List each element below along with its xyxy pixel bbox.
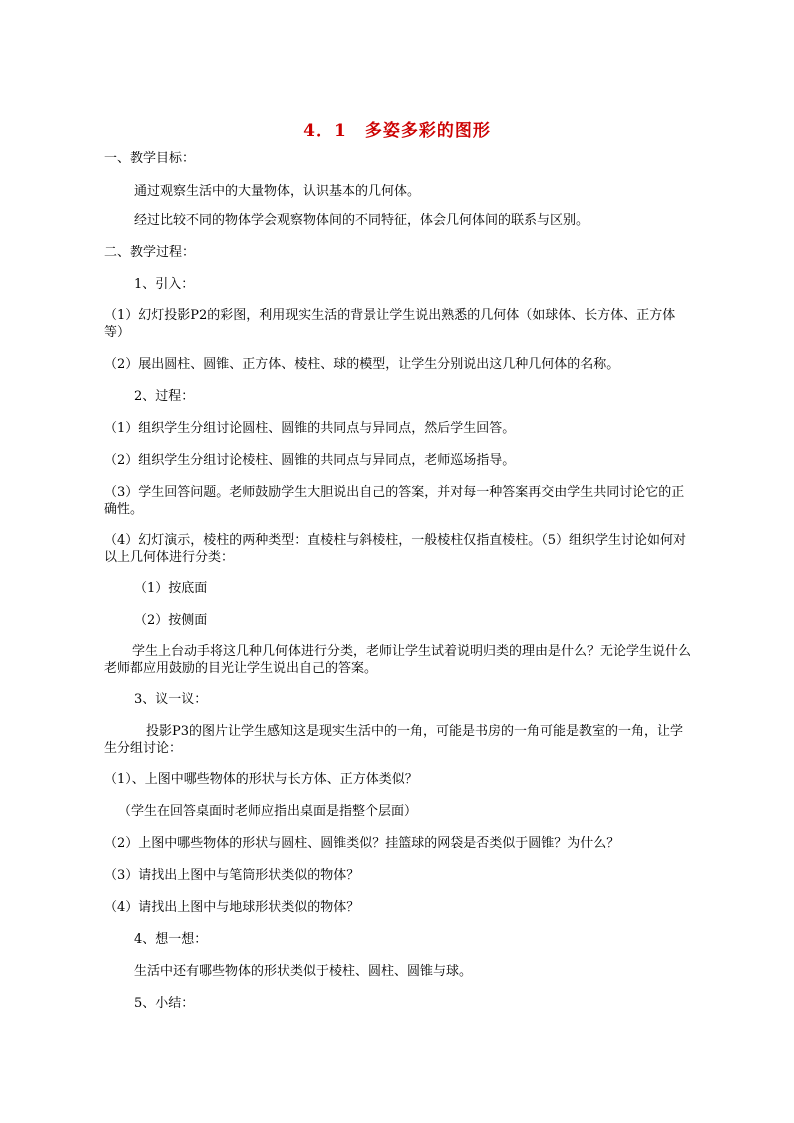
paragraph: 经过比较不同的物体学会观察物体间的不同特征，体会几何体间的联系与区别。	[134, 213, 590, 228]
list-item: （3）请找出上图中与笔筒形状类似的物体？	[104, 868, 360, 883]
paragraph: 学生上台动手将这几种几何体进行分类，老师让学生试着说明归类的理由是什么？无论学生说什么老师都应用鼓励的目光让学生说出自己的答案。	[104, 644, 692, 676]
list-item: （2）上图中哪些物体的形状与圆柱、圆锥类似？挂篮球的网袋是否类似于圆锥？为什么？	[104, 836, 620, 851]
paragraph: 通过观察生活中的大量物体，认识基本的几何体。	[134, 184, 421, 199]
subheading: 2、过程：	[134, 389, 195, 404]
paragraph: （学生在回答桌面时老师应指出桌面是指整个层面）	[118, 804, 418, 819]
section-heading-process: 二、教学过程：	[104, 245, 196, 260]
subheading: 5、小结：	[134, 996, 195, 1011]
paragraph: （2）组织学生分组讨论棱柱、圆锥的共同点与异同点，老师巡场指导。	[104, 453, 516, 468]
list-item: （4）请找出上图中与地球形状类似的物体？	[104, 900, 360, 915]
paragraph: （3）学生回答问题。老师鼓励学生大胆说出自己的答案，并对每一种答案再交由学生共同讨论它的正确性。	[104, 485, 685, 517]
paragraph: （4）幻灯演示，棱柱的两种类型：直棱柱与斜棱柱，一般棱柱仅指直棱柱。（5）组织学生讨论如何对以上几何体进行分类：	[104, 533, 687, 565]
document-title: 4．1 多姿多彩的图形	[303, 121, 491, 141]
paragraph: 投影P3的图片让学生感知这是现实生活中的一角，可能是书房的一角可能是教室的一角，让学生分组讨论：	[104, 724, 684, 756]
subheading: 3、议一议：	[134, 692, 208, 707]
paragraph: （2）展出圆柱、圆锥、正方体、棱柱、球的模型，让学生分别说出这几种几何体的名称。	[104, 357, 620, 372]
subheading: 4、想一想：	[134, 932, 208, 947]
paragraph: （1）幻灯投影P2的彩图，利用现实生活的背景让学生说出熟悉的几何体（如球体、长方体、正方体等）	[104, 308, 676, 340]
list-item: （1）、上图中哪些物体的形状与长方体、正方体类似？	[104, 772, 418, 787]
subheading: 1、引入：	[134, 277, 195, 292]
list-item: （1）按底面	[134, 581, 208, 596]
section-heading-objectives: 一、教学目标：	[104, 151, 196, 166]
list-item: （2）按侧面	[134, 613, 208, 628]
paragraph: 生活中还有哪些物体的形状类似于棱柱、圆柱、圆锥与球。	[134, 964, 473, 979]
paragraph: （1）组织学生分组讨论圆柱、圆锥的共同点与异同点，然后学生回答。	[104, 421, 516, 436]
